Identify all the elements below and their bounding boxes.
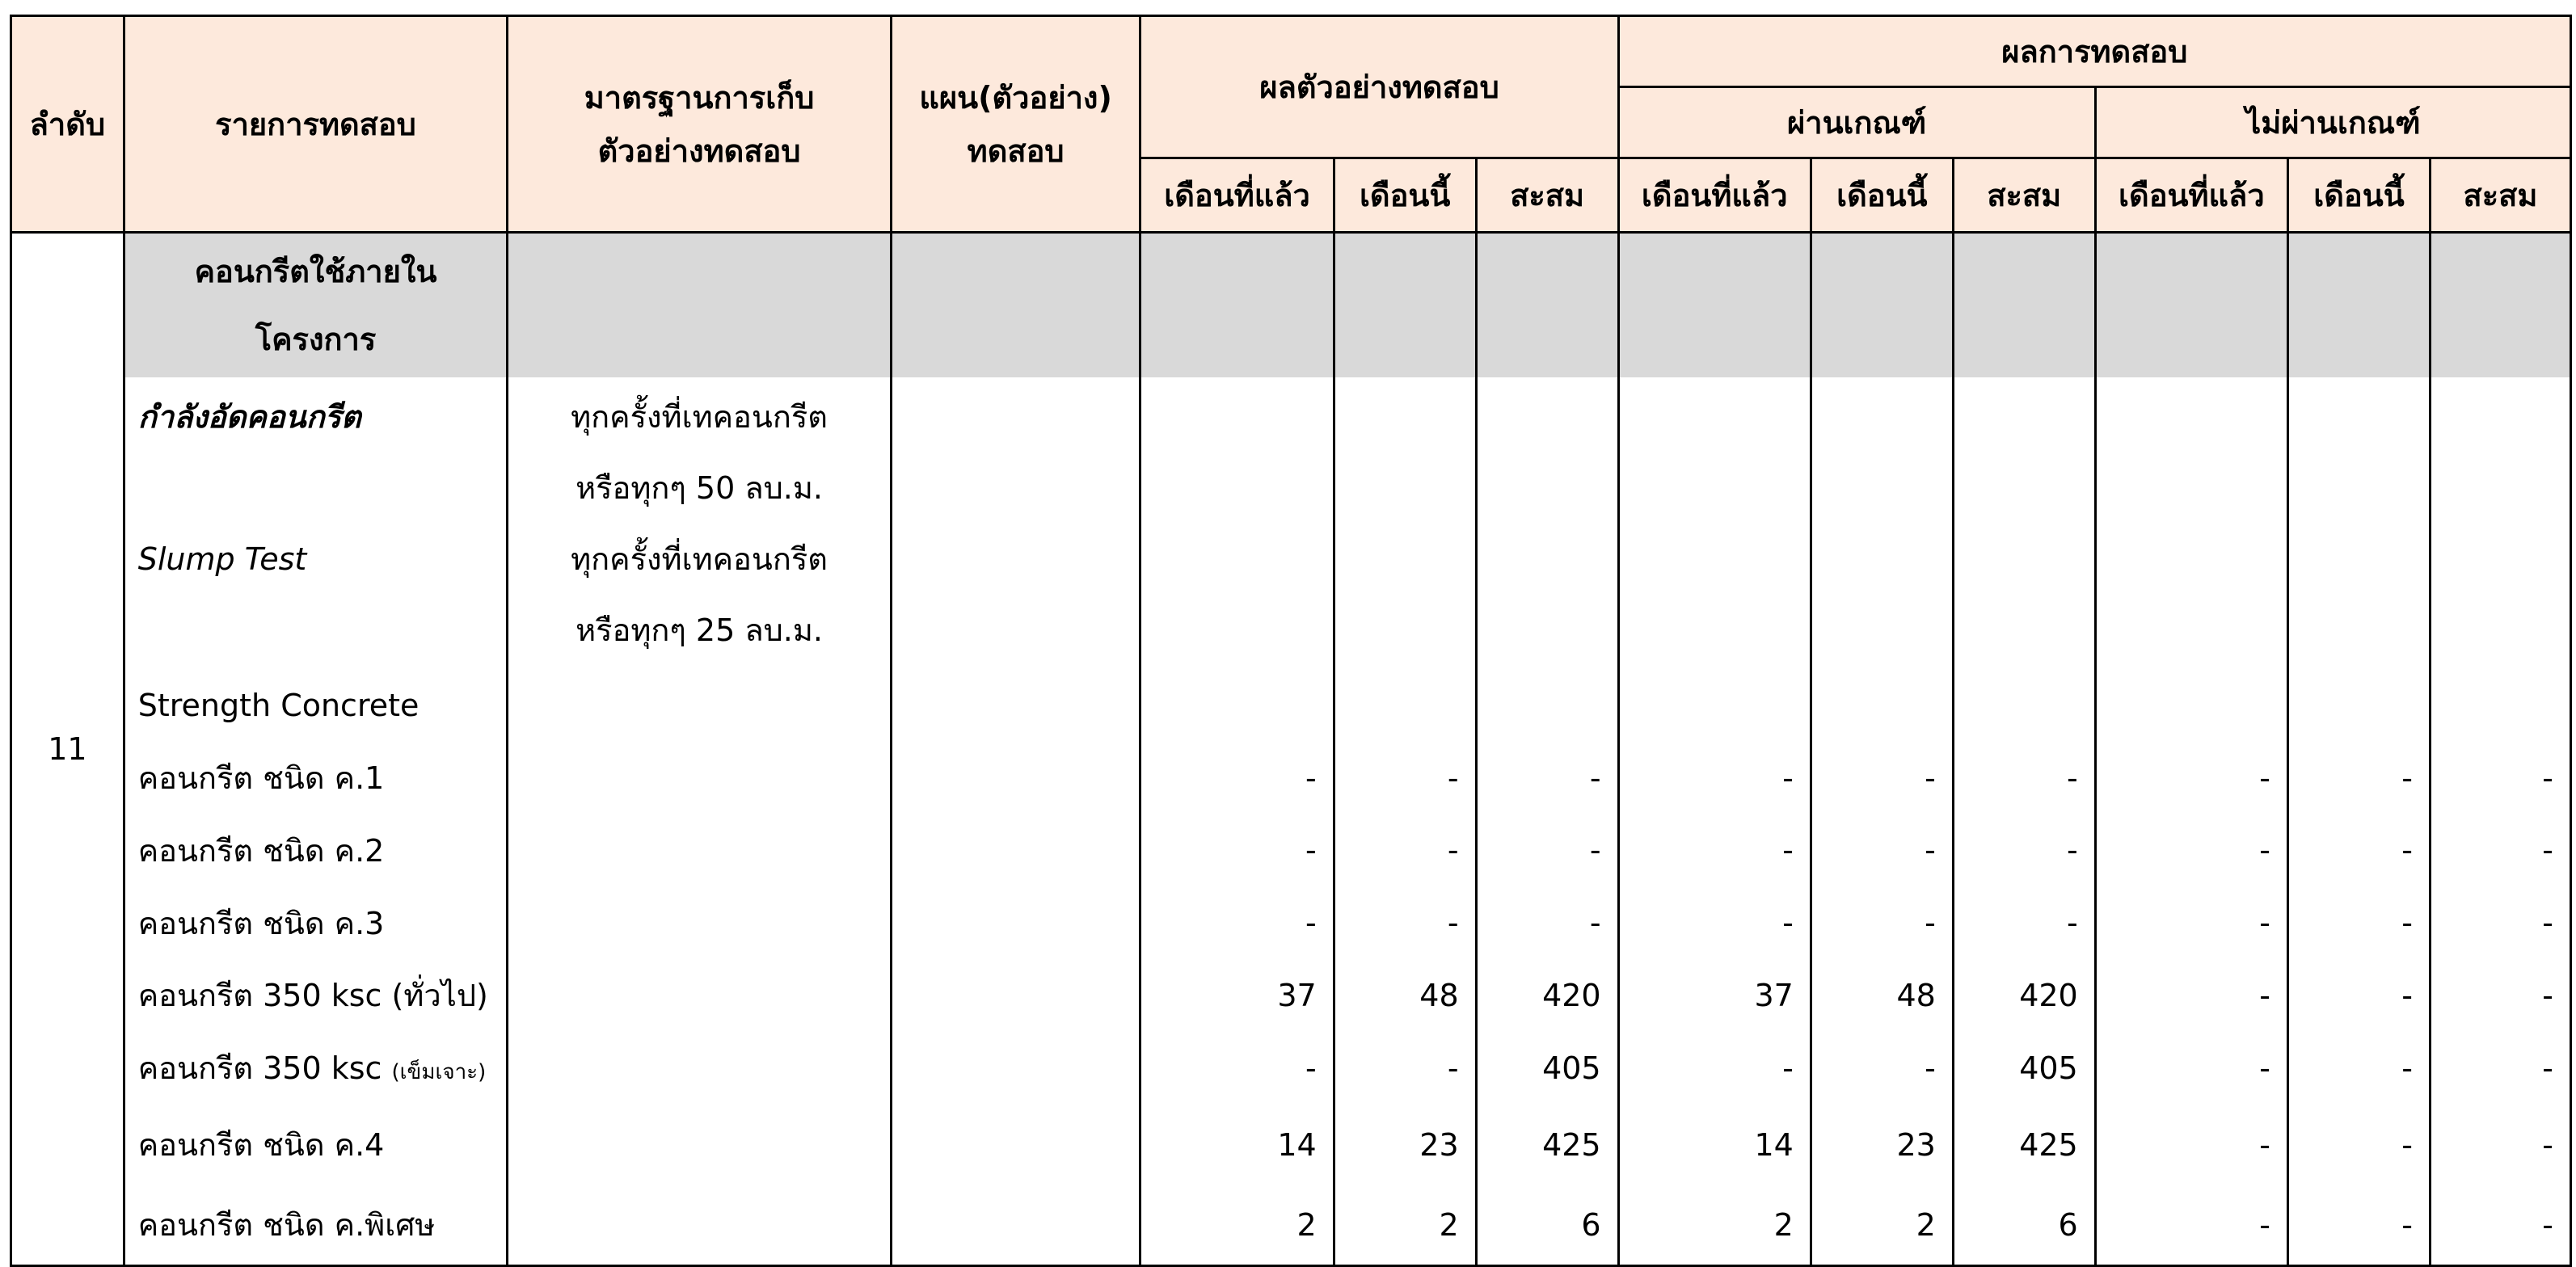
samples-cumulative: - bbox=[1476, 886, 1618, 959]
pass-this-month: - bbox=[1811, 814, 1953, 887]
fail-cumulative: - bbox=[2430, 1185, 2570, 1266]
pass-this-month: - bbox=[1811, 1032, 1953, 1105]
table-row bbox=[11, 886, 2571, 959]
pass-cumulative: 420 bbox=[1953, 959, 2095, 1032]
pass-last-month: - bbox=[1618, 814, 1811, 887]
samples-this-month: - bbox=[1334, 1032, 1476, 1105]
header-pass: ผ่านเกณฑ์ bbox=[1618, 87, 2095, 158]
pass-last-month: - bbox=[1618, 742, 1811, 814]
header-pass-this-month: เดือนนี้ bbox=[1811, 158, 1953, 233]
test-standards bbox=[508, 377, 892, 669]
table-header bbox=[11, 16, 2571, 233]
header-fail: ไม่ผ่านเกณฑ์ bbox=[2095, 87, 2570, 158]
group-title-line2: โครงการ bbox=[255, 322, 377, 357]
fail-this-month: - bbox=[2288, 1105, 2431, 1185]
pass-this-month: - bbox=[1811, 886, 1953, 959]
fail-last-month: - bbox=[2095, 1032, 2287, 1105]
pass-cumulative: 405 bbox=[1953, 1032, 2095, 1105]
fail-cumulative: - bbox=[2430, 886, 2570, 959]
samples-last-month: - bbox=[1140, 886, 1334, 959]
header-samples-last-month: เดือนที่แล้ว bbox=[1140, 158, 1334, 233]
fail-last-month: - bbox=[2095, 886, 2287, 959]
pass-cumulative: - bbox=[1953, 814, 2095, 887]
header-seq: ลำดับ bbox=[11, 16, 124, 233]
header-pass-last-month: เดือนที่แล้ว bbox=[1618, 158, 1811, 233]
fail-this-month: - bbox=[2288, 959, 2431, 1032]
compressive-std-line1: ทุกครั้งที่เทคอนกรีต bbox=[571, 398, 828, 435]
test-names bbox=[124, 377, 508, 669]
header-standard-line1: มาตรฐานการเก็บ bbox=[584, 79, 815, 116]
samples-this-month: - bbox=[1334, 886, 1476, 959]
samples-cumulative: 405 bbox=[1476, 1032, 1618, 1105]
samples-last-month: - bbox=[1140, 814, 1334, 887]
group-seq: 11 bbox=[11, 233, 124, 1266]
test-compressive: กำลังอัดคอนกรีต bbox=[137, 398, 361, 435]
slump-std-line2: หรือทุกๆ 25 ลบ.ม. bbox=[575, 612, 823, 648]
compressive-std-line2: หรือทุกๆ 50 ลบ.ม. bbox=[575, 469, 823, 506]
row-name: คอนกรีต ชนิด ค.3 bbox=[124, 886, 508, 959]
header-standard bbox=[508, 16, 892, 233]
test-slump: Slump Test bbox=[137, 541, 307, 577]
pass-this-month: 2 bbox=[1811, 1185, 1953, 1266]
header-fail-cumulative: สะสม bbox=[2430, 158, 2570, 233]
samples-this-month: 23 bbox=[1334, 1105, 1476, 1185]
fail-this-month: - bbox=[2288, 886, 2431, 959]
pass-this-month: - bbox=[1811, 742, 1953, 814]
samples-last-month: - bbox=[1140, 1032, 1334, 1105]
fail-cumulative: - bbox=[2430, 1105, 2570, 1185]
samples-this-month: - bbox=[1334, 814, 1476, 887]
samples-last-month: 14 bbox=[1140, 1105, 1334, 1185]
table-row bbox=[11, 814, 2571, 887]
pass-cumulative: 425 bbox=[1953, 1105, 2095, 1185]
header-results: ผลการทดสอบ bbox=[1618, 16, 2570, 87]
table-row bbox=[11, 1105, 2571, 1185]
header-samples: ผลตัวอย่างทดสอบ bbox=[1140, 16, 1618, 158]
pass-cumulative: - bbox=[1953, 742, 2095, 814]
samples-last-month: 37 bbox=[1140, 959, 1334, 1032]
header-fail-this-month: เดือนนี้ bbox=[2288, 158, 2431, 233]
header-fail-last-month: เดือนที่แล้ว bbox=[2095, 158, 2287, 233]
slump-std-line1: ทุกครั้งที่เทคอนกรีต bbox=[571, 541, 828, 577]
fail-cumulative: - bbox=[2430, 1032, 2570, 1105]
pass-last-month: - bbox=[1618, 1032, 1811, 1105]
header-plan bbox=[891, 16, 1140, 233]
group-title-line1: คอนกรีตใช้ภายใน bbox=[194, 254, 437, 289]
row-name: คอนกรีต ชนิด ค.พิเศษ bbox=[124, 1185, 508, 1266]
test-strength: Strength Concrete bbox=[124, 669, 508, 742]
header-samples-this-month: เดือนนี้ bbox=[1334, 158, 1476, 233]
row-name: คอนกรีต ชนิด ค.4 bbox=[124, 1105, 508, 1185]
pass-last-month: 2 bbox=[1618, 1185, 1811, 1266]
header-standard-line2: ตัวอย่างทดสอบ bbox=[597, 133, 801, 169]
concrete-test-table bbox=[10, 15, 2572, 1267]
fail-this-month: - bbox=[2288, 1032, 2431, 1105]
samples-cumulative: 6 bbox=[1476, 1185, 1618, 1266]
fail-cumulative: - bbox=[2430, 742, 2570, 814]
row-name: คอนกรีต 350 ksc (ทั่วไป) bbox=[124, 959, 508, 1032]
table-body bbox=[11, 233, 2571, 1266]
pass-cumulative: - bbox=[1953, 886, 2095, 959]
table-row bbox=[11, 1185, 2571, 1266]
samples-this-month: - bbox=[1334, 742, 1476, 814]
row-name-main: คอนกรีต 350 ksc bbox=[137, 1050, 392, 1087]
pass-last-month: 14 bbox=[1618, 1105, 1811, 1185]
row-name: คอนกรีต ชนิด ค.2 bbox=[124, 814, 508, 887]
samples-cumulative: - bbox=[1476, 814, 1618, 887]
group-title bbox=[124, 233, 508, 378]
samples-cumulative: 425 bbox=[1476, 1105, 1618, 1185]
header-plan-line1: แผน(ตัวอย่าง) bbox=[919, 79, 1112, 116]
fail-last-month: - bbox=[2095, 1185, 2287, 1266]
fail-last-month: - bbox=[2095, 742, 2287, 814]
header-plan-line2: ทดสอบ bbox=[967, 133, 1065, 169]
fail-this-month: - bbox=[2288, 742, 2431, 814]
row-name-note: (เข็มเจาะ) bbox=[391, 1060, 487, 1085]
fail-cumulative: - bbox=[2430, 814, 2570, 887]
fail-cumulative: - bbox=[2430, 959, 2570, 1032]
fail-last-month: - bbox=[2095, 1105, 2287, 1185]
row-name: คอนกรีต ชนิด ค.1 bbox=[124, 742, 508, 814]
table-row bbox=[11, 1032, 2571, 1105]
samples-last-month: 2 bbox=[1140, 1185, 1334, 1266]
row-name bbox=[124, 1032, 508, 1105]
header-samples-cumulative: สะสม bbox=[1476, 158, 1618, 233]
samples-cumulative: 420 bbox=[1476, 959, 1618, 1032]
samples-last-month: - bbox=[1140, 742, 1334, 814]
pass-this-month: 23 bbox=[1811, 1105, 1953, 1185]
pass-last-month: - bbox=[1618, 886, 1811, 959]
pass-last-month: 37 bbox=[1618, 959, 1811, 1032]
table-row bbox=[11, 742, 2571, 814]
pass-this-month: 48 bbox=[1811, 959, 1953, 1032]
fail-last-month: - bbox=[2095, 814, 2287, 887]
header-item: รายการทดสอบ bbox=[124, 16, 508, 233]
samples-this-month: 48 bbox=[1334, 959, 1476, 1032]
samples-this-month: 2 bbox=[1334, 1185, 1476, 1266]
fail-last-month: - bbox=[2095, 959, 2287, 1032]
pass-cumulative: 6 bbox=[1953, 1185, 2095, 1266]
table-row bbox=[11, 959, 2571, 1032]
fail-this-month: - bbox=[2288, 814, 2431, 887]
header-pass-cumulative: สะสม bbox=[1953, 158, 2095, 233]
fail-this-month: - bbox=[2288, 1185, 2431, 1266]
samples-cumulative: - bbox=[1476, 742, 1618, 814]
